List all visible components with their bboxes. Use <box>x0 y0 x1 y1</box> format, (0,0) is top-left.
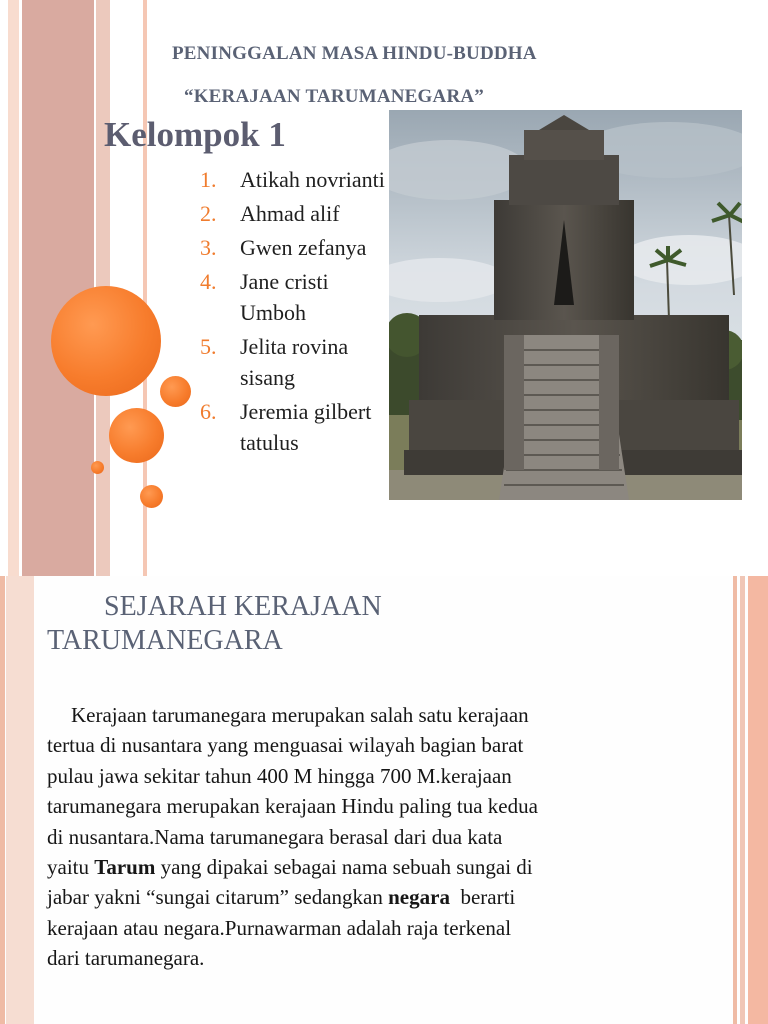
keyword-negara: negara <box>388 885 450 910</box>
title-line: SEJARAH KERAJAAN <box>104 591 382 622</box>
paragraph-line <box>47 822 697 852</box>
list-item <box>200 331 400 393</box>
member-name: Jeremia gilbert tatulus <box>240 399 372 455</box>
text-run: tarumanegara merupakan kerajaan Hindu paling tua kedua <box>47 794 538 819</box>
decor-stripe <box>0 576 5 1024</box>
decor-stripe <box>748 576 768 1024</box>
paragraph-line <box>47 852 697 882</box>
list-item <box>200 164 400 195</box>
paragraph-line <box>47 882 697 912</box>
text-run: jabar yakni “sungai citarum” sedangkan <box>47 885 389 910</box>
slide-title <box>47 590 567 658</box>
list-number: 4. <box>200 269 217 294</box>
member-name: Gwen zefanya <box>240 235 367 260</box>
text-run: yaitu <box>47 855 95 880</box>
group-title: Kelompok 1 <box>104 115 286 154</box>
member-name: Jelita rovina sisang <box>240 334 349 390</box>
text-run: dari tarumanegara. <box>47 946 205 971</box>
temple-photo <box>389 110 742 500</box>
text-run: di nusantara.Nama tarumanegara berasal dari dua kata <box>47 824 503 849</box>
slide-subtitle: “KERAJAAN TARUMANEGARA” <box>184 86 484 107</box>
list-item <box>200 396 400 458</box>
list-number: 6. <box>200 399 217 424</box>
paragraph-line <box>47 700 697 730</box>
text-run: yang dipakai sebagai nama sebuah sungai di <box>155 855 533 880</box>
decor-stripe <box>22 0 94 576</box>
title-line: TARUMANEGARA <box>47 625 283 656</box>
list-number: 2. <box>200 201 217 226</box>
decor-circle <box>51 286 161 396</box>
list-number: 1. <box>200 167 217 192</box>
paragraph-line <box>47 943 697 973</box>
member-list <box>200 164 400 461</box>
text-run: tertua di nusantara yang menguasai wilayah bagian barat <box>47 733 524 758</box>
decor-circle <box>140 485 163 508</box>
decor-circle <box>91 461 104 474</box>
slide-title: PENINGGALAN MASA HINDU-BUDDHA <box>172 43 537 64</box>
list-item <box>200 198 400 229</box>
paragraph-line <box>47 761 697 791</box>
paragraph-line <box>47 913 697 943</box>
list-item <box>200 232 400 263</box>
member-name: Ahmad alif <box>240 201 340 226</box>
text-run: kerajaan atau negara.Purnawarman adalah raja terkenal <box>47 915 512 940</box>
decor-circle <box>109 408 164 463</box>
paragraph-line <box>47 730 697 760</box>
list-item <box>200 266 400 328</box>
list-number: 3. <box>200 235 217 260</box>
decor-stripe <box>8 0 19 576</box>
member-name: Atikah novrianti <box>240 167 385 192</box>
member-name: Jane cristi Umboh <box>240 269 329 325</box>
history-slide <box>0 576 768 1024</box>
list-number: 5. <box>200 334 217 359</box>
keyword-tarum: Tarum <box>94 855 156 880</box>
decor-stripe <box>6 576 34 1024</box>
text-run: berarti <box>449 885 516 910</box>
text-run: Kerajaan tarumanegara merupakan salah satu kerajaan <box>71 703 529 727</box>
history-paragraph <box>47 700 697 974</box>
paragraph-line <box>47 791 697 821</box>
decor-circle <box>160 376 191 407</box>
decor-stripe <box>740 576 745 1024</box>
decor-stripe <box>733 576 737 1024</box>
text-run: pulau jawa sekitar tahun 400 M hingga 700 M.kerajaan <box>47 763 512 788</box>
